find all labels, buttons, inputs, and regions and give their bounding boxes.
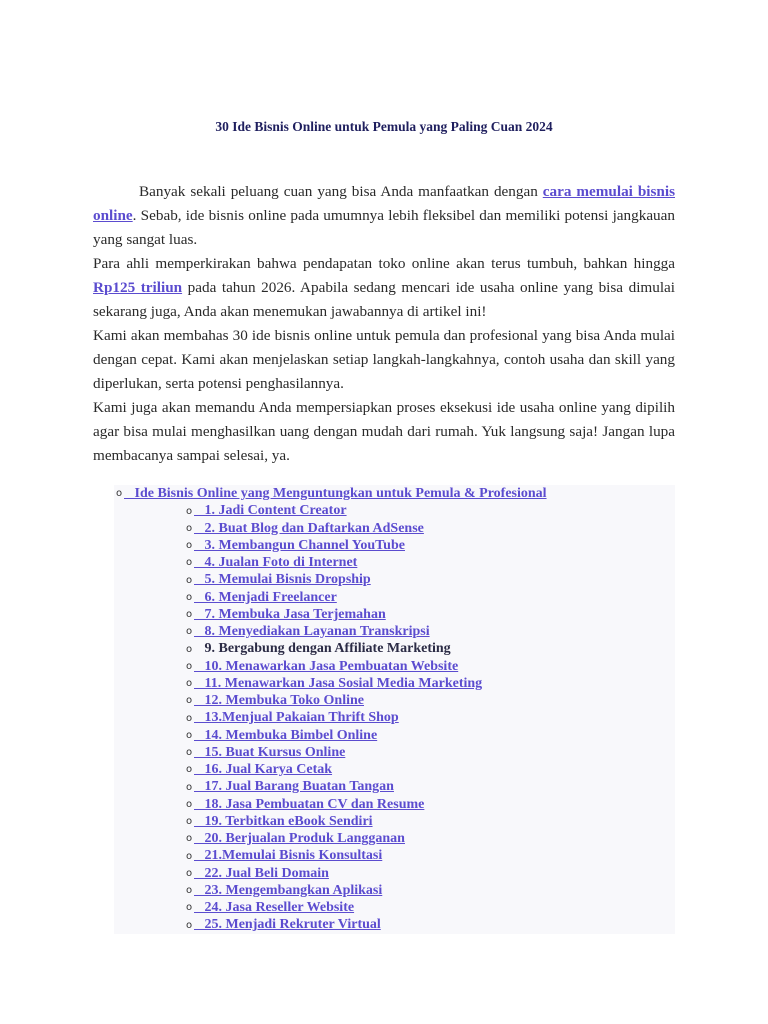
toc-bullet: o xyxy=(186,729,193,741)
toc-item-link[interactable]: 24. Jasa Reseller Website xyxy=(194,900,355,916)
toc-item-link[interactable]: 12. Membuka Toko Online xyxy=(194,693,364,709)
toc-item-link[interactable]: 13.Menjual Pakaian Thrift Shop xyxy=(194,710,399,726)
toc-item-link[interactable]: 25. Menjadi Rekruter Virtual xyxy=(194,917,381,933)
toc-item-link[interactable]: 8. Menyediakan Layanan Transkripsi xyxy=(194,624,430,640)
toc-item-link[interactable]: 23. Mengembangkan Aplikasi xyxy=(194,882,383,898)
toc-item xyxy=(186,865,329,882)
toc-item xyxy=(186,778,394,795)
link-cara-memulai-bisnis-online[interactable]: cara memulai bisnis online xyxy=(93,183,675,224)
toc-item xyxy=(186,830,405,847)
toc-item-link[interactable]: 6. Menjadi Freelancer xyxy=(194,589,337,605)
toc-bullet: o xyxy=(186,712,193,724)
toc-bullet: o xyxy=(116,488,123,500)
toc-item-link[interactable]: 10. Menawarkan Jasa Pembuatan Website xyxy=(194,658,459,674)
toc-bullet: o xyxy=(186,781,193,793)
toc-item xyxy=(186,554,357,571)
toc-item-link[interactable]: 21.Memulai Bisnis Konsultasi xyxy=(194,848,383,864)
toc-item xyxy=(186,744,345,761)
toc-item-link[interactable]: 11. Menawarkan Jasa Sosial Media Marketing xyxy=(194,675,483,691)
toc-heading-link[interactable]: Ide Bisnis Online yang Menguntungkan untuk Pemula & Profesional xyxy=(124,486,547,501)
toc-item-link[interactable]: 1. Jadi Content Creator xyxy=(194,503,347,519)
toc-bullet: o xyxy=(186,505,193,517)
paragraph-forecast xyxy=(93,252,675,324)
toc-bullet: o xyxy=(186,609,193,621)
toc-bullet: o xyxy=(186,643,193,655)
paragraph-forecast-text-before: Para ahli memperkirakan bahwa pendapatan toko online akan terus tumbuh, bahkan hingga xyxy=(93,255,675,272)
toc-bullet: o xyxy=(186,816,193,828)
toc-bullet: o xyxy=(186,591,193,603)
toc-item xyxy=(186,537,405,554)
toc-bullet: o xyxy=(186,540,193,552)
toc-bullet: o xyxy=(186,798,193,810)
toc-item xyxy=(186,796,424,813)
toc-item-link[interactable]: 17. Jual Barang Buatan Tangan xyxy=(194,779,394,795)
toc-item xyxy=(186,882,382,899)
toc-item xyxy=(186,916,381,933)
toc-item-link[interactable]: 2. Buat Blog dan Daftarkan AdSense xyxy=(194,520,424,536)
toc-item-link[interactable]: 3. Membangun Channel YouTube xyxy=(194,537,405,553)
toc-item-link[interactable]: 4. Jualan Foto di Internet xyxy=(194,555,358,570)
toc-item xyxy=(186,658,458,675)
table-of-contents xyxy=(114,485,675,934)
toc-item-link[interactable]: 16. Jual Karya Cetak xyxy=(194,762,333,778)
paragraph-intro-text-after: . Sebab, ide bisnis online pada umumnya lebih fleksibel dan memiliki potensi jangkauan yang sangat luas. xyxy=(93,207,675,248)
toc-item-link[interactable]: 14. Membuka Bimbel Online xyxy=(194,727,378,743)
toc-item-link[interactable]: 22. Jual Beli Domain xyxy=(194,865,329,881)
toc-item xyxy=(186,571,371,588)
toc-bullet: o xyxy=(186,557,193,569)
paragraph-intro xyxy=(93,180,675,252)
toc-item xyxy=(186,675,482,692)
toc-bullet: o xyxy=(186,833,193,845)
toc-bullet: o xyxy=(186,695,193,707)
toc-bullet: o xyxy=(186,678,193,690)
toc-bullet: o xyxy=(186,747,193,759)
article-title: 30 Ide Bisnis Online untuk Pemula yang Paling Cuan 2024 xyxy=(215,119,553,134)
toc-heading-row xyxy=(116,485,547,502)
toc-item xyxy=(186,727,377,744)
toc-bullet: o xyxy=(186,574,193,586)
toc-item-link[interactable]: 15. Buat Kursus Online xyxy=(194,744,346,760)
link-rp125-triliun[interactable]: Rp125 triliun xyxy=(93,279,183,296)
toc-bullet: o xyxy=(186,885,193,897)
toc-item-link[interactable]: 9. Bergabung dengan Affiliate Marketing xyxy=(194,641,451,657)
paragraph-guide: Kami juga akan memandu Anda mempersiapkan proses eksekusi ide usaha online yang dipilih agar bisa mulai menghasilkan uang dengan mudah dari rumah. Yuk langsung saja! Jangan lupa membacanya sampai selesai, ya. xyxy=(93,399,675,464)
toc-item-link[interactable]: 7. Membuka Jasa Terjemahan xyxy=(194,606,386,622)
toc-item xyxy=(186,640,451,657)
toc-item-link[interactable]: 18. Jasa Pembuatan CV dan Resume xyxy=(194,796,425,812)
paragraph-forecast-text-after: pada tahun 2026. Apabila sedang mencari ide usaha online yang bisa dimulai sekarang juga, Anda akan menemukan jawabannya di artikel ini! xyxy=(93,279,675,320)
toc-bullet: o xyxy=(186,522,193,534)
toc-item xyxy=(186,623,430,640)
toc-bullet: o xyxy=(186,660,193,672)
toc-item xyxy=(186,899,354,916)
toc-item xyxy=(186,761,332,778)
toc-bullet: o xyxy=(186,764,193,776)
toc-item xyxy=(186,813,373,830)
toc-item-link[interactable]: 5. Memulai Bisnis Dropship xyxy=(194,572,371,588)
toc-item xyxy=(186,502,347,519)
toc-bullet: o xyxy=(186,902,193,914)
article-body xyxy=(93,180,675,468)
toc-item xyxy=(186,520,424,537)
paragraph-overview: Kami akan membahas 30 ide bisnis online untuk pemula dan profesional yang bisa Anda mulai dengan cepat. Kami akan menjelaskan setiap langkah-langkahnya, contoh usaha dan skill yang diperlukan, serta potensi penghasilannya. xyxy=(93,327,675,392)
toc-item-link[interactable]: 19. Terbitkan eBook Sendiri xyxy=(194,813,373,829)
toc-item xyxy=(186,709,399,726)
toc-item xyxy=(186,589,337,606)
toc-bullet: o xyxy=(186,850,193,862)
toc-bullet: o xyxy=(186,626,193,638)
toc-item xyxy=(186,692,364,709)
toc-item xyxy=(186,606,386,623)
toc-item xyxy=(186,847,382,864)
toc-item-link[interactable]: 20. Berjualan Produk Langganan xyxy=(194,831,405,847)
toc-bullet: o xyxy=(186,867,193,879)
toc-bullet: o xyxy=(186,919,193,931)
paragraph-intro-text-before: Banyak sekali peluang cuan yang bisa Anda manfaatkan dengan xyxy=(139,183,543,200)
